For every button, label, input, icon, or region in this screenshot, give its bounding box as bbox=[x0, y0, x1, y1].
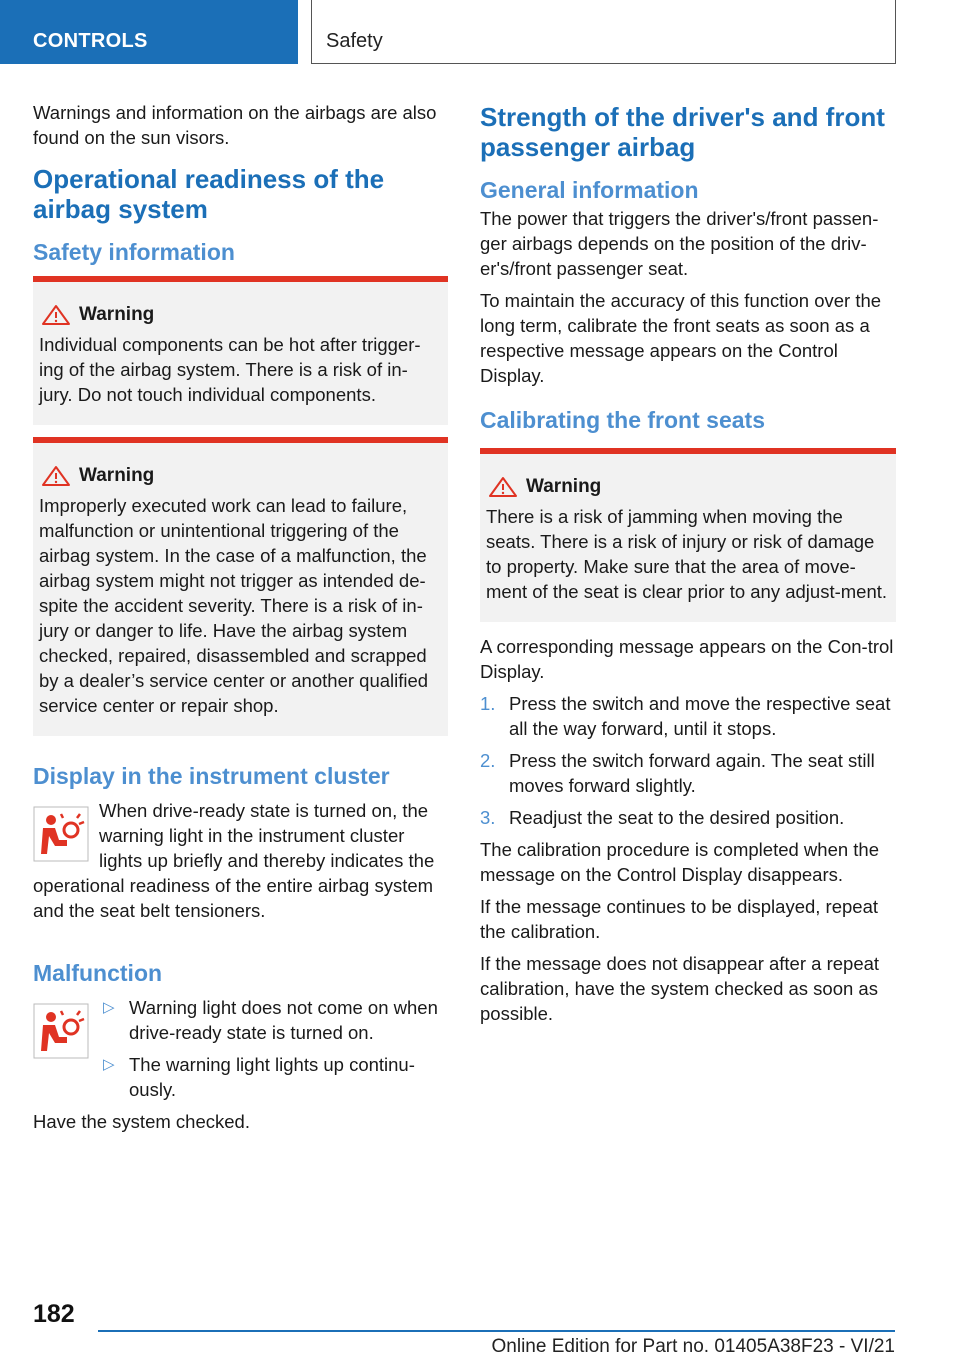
warning-box-improper-work bbox=[33, 437, 448, 736]
malfunction-block bbox=[33, 995, 448, 1109]
warning-box-jamming bbox=[480, 448, 896, 622]
heading-display-instrument-cluster: Display in the instrument cluster bbox=[33, 763, 390, 789]
intro-paragraph: Warnings and information on the airbags are also found on the sun visors. bbox=[33, 102, 437, 148]
airbag-warning-light-icon bbox=[33, 806, 89, 862]
header-chapter-tab bbox=[311, 0, 896, 64]
header-chapter-label: Safety bbox=[326, 30, 383, 52]
right-column bbox=[480, 100, 896, 1033]
warning-triangle-icon bbox=[488, 476, 518, 498]
list-item: 3. Readjust the seat to the desired position. bbox=[480, 807, 845, 828]
warning-title: Warning bbox=[79, 465, 155, 486]
heading-malfunction: Malfunction bbox=[33, 960, 163, 986]
left-column bbox=[33, 100, 448, 1141]
header-section-tab bbox=[0, 0, 298, 64]
triangle-bullet-icon: ▷ bbox=[103, 1056, 115, 1073]
heading-operational-readiness: Operational readiness of the airbag system bbox=[33, 164, 385, 224]
warning-text: Improperly executed work can lead to failure, malfunction or unintentional triggering of the airbag system. In the case of a malfunction, the airbag system might not trigger as intended de-spite the accident severity. There is a risk of in-jury or danger to life. Have the airbag system checked, repaired, disassembled and scrapped by a dealer’s service center or another qualified service center or repair shop. bbox=[39, 495, 429, 716]
footer-edition: Online Edition for Part no. 01405A38F23 - VI/21 bbox=[491, 1336, 895, 1357]
general-paragraph-2: To maintain the accuracy of this function over the long term, calibrate the front seats as soon as a respective message appears on the Control Display. bbox=[480, 290, 882, 386]
heading-calibrating-front-seats: Calibrating the front seats bbox=[480, 407, 765, 433]
header-section-label: CONTROLS bbox=[33, 30, 148, 52]
after-paragraph-1: The calibration procedure is completed when the message on the Control Display disappears. bbox=[480, 839, 880, 885]
calibration-intro: A corresponding message appears on the Con-trol Display. bbox=[480, 636, 894, 682]
malfunction-list bbox=[101, 995, 448, 1109]
warning-triangle-icon bbox=[41, 304, 71, 326]
list-item: ▷ The warning light lights up continu-ously. bbox=[103, 1054, 415, 1100]
list-item: 1. Press the switch and move the respective seat all the way forward, until it stops. bbox=[480, 693, 891, 739]
heading-airbag-strength: Strength of the driver's and front passenger airbag bbox=[480, 102, 885, 162]
triangle-bullet-icon: ▷ bbox=[103, 999, 115, 1016]
heading-safety-information: Safety information bbox=[33, 239, 235, 265]
after-paragraph-2: If the message continues to be displayed, repeat the calibration. bbox=[480, 896, 879, 942]
warning-box-hot-components bbox=[33, 276, 448, 425]
display-block bbox=[33, 798, 448, 923]
list-item: 2. Press the switch forward again. The seat still moves forward slightly. bbox=[480, 750, 875, 796]
after-paragraph-3: If the message does not disappear after a repeat calibration, have the system checked as soon as possible. bbox=[480, 953, 880, 1024]
warning-title: Warning bbox=[526, 476, 602, 497]
heading-general-information: General information bbox=[480, 177, 699, 203]
warning-text: There is a risk of jamming when moving the seats. There is a risk of injury or risk of damage to property. Make sure that the area of move-ment of the seat is clear prior to any adjust-ment. bbox=[486, 506, 888, 602]
general-paragraph-1: The power that triggers the driver's/front passen-ger airbags depends on the position of the driv-er's/front passenger seat. bbox=[480, 208, 879, 279]
footer-divider bbox=[98, 1330, 895, 1332]
page-number: 182 bbox=[33, 1300, 75, 1328]
display-paragraph: When drive-ready state is turned on, the warning light in the instrument cluster lights up briefly and thereby indicates the operational readiness of the entire airbag system and the seat belt tensioners. bbox=[33, 800, 435, 921]
warning-text: Individual components can be hot after trigger-ing of the airbag system. There is a risk of in-jury. Do not touch individual components. bbox=[39, 334, 421, 405]
malfunction-after: Have the system checked. bbox=[33, 1111, 250, 1132]
list-item: ▷ Warning light does not come on when drive-ready state is turned on. bbox=[103, 997, 438, 1043]
warning-triangle-icon bbox=[41, 465, 71, 487]
airbag-warning-light-icon bbox=[33, 1003, 89, 1059]
warning-title: Warning bbox=[79, 304, 155, 325]
calibration-steps bbox=[480, 691, 896, 830]
